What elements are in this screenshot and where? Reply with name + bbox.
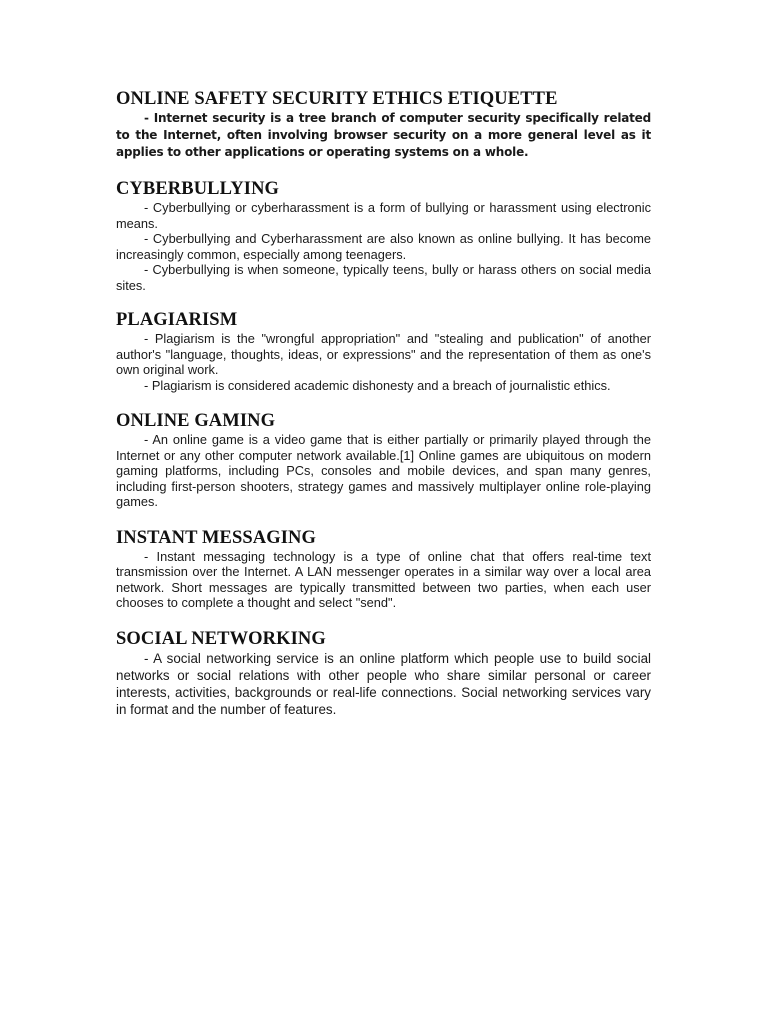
section-paragraph: - Cyberbullying or cyberharassment is a form of bullying or harassment using electronic means.	[116, 200, 651, 231]
section-paragraph: - A social networking service is an online platform which people use to build social networks or social relations with other people who share similar personal or career interests, activities, backgrounds or real-life connections. Social networking services vary in format and the number of features.	[116, 650, 651, 717]
section-paragraph: - Instant messaging technology is a type of online chat that offers real-time text transmission over the Internet. A LAN messenger operates in a similar way over a local area network. Short messages are typically transmitted between two parties, when each user chooses to complete a thought and select "send".	[116, 548, 651, 610]
section-paragraph: - Internet security is a tree branch of computer security specifically related to the Internet, often involving browser security on a more general level as it applies to other applications or operating systems on a whole.	[116, 111, 651, 159]
section-heading: ONLINE SAFETY SECURITY ETHICS ETIQUETTE	[116, 89, 558, 109]
section-cyberbullying	[116, 178, 651, 293]
document-body	[116, 88, 651, 718]
section-heading: ONLINE GAMING	[116, 411, 276, 431]
section-online-gaming	[116, 410, 651, 510]
section-heading: SOCIAL NETWORKING	[116, 628, 326, 649]
section-heading: CYBERBULLYING	[116, 179, 280, 199]
section-social-networking	[116, 628, 651, 718]
section-online-safety	[116, 88, 651, 161]
section-paragraph: - Cyberbullying and Cyberharassment are also known as online bullying. It has become increasingly common, especially among teenagers.	[116, 231, 651, 262]
section-paragraph: - Plagiarism is considered academic dishonesty and a breach of journalistic ethics.	[144, 377, 611, 393]
section-instant-messaging	[116, 527, 651, 611]
section-paragraph: - Plagiarism is the "wrongful appropriation" and "stealing and publication" of another author's "language, thoughts, ideas, or expressions" and the representation of them as one's own original work.	[116, 331, 651, 377]
section-heading: PLAGIARISM	[116, 310, 238, 330]
section-paragraph: - An online game is a video game that is either partially or primarily played through the Internet or any other computer network available.[1] Online games are ubiquitous on modern gaming platforms, including PCs, consoles and mobile devices, and span many genres, including first-person shooters, strategy games and massively multiplayer online role-playing games.	[116, 432, 651, 509]
section-plagiarism	[116, 309, 651, 393]
section-heading: INSTANT MESSAGING	[116, 527, 316, 548]
section-paragraph: - Cyberbullying is when someone, typically teens, bully or harass others on social media sites.	[116, 262, 651, 293]
